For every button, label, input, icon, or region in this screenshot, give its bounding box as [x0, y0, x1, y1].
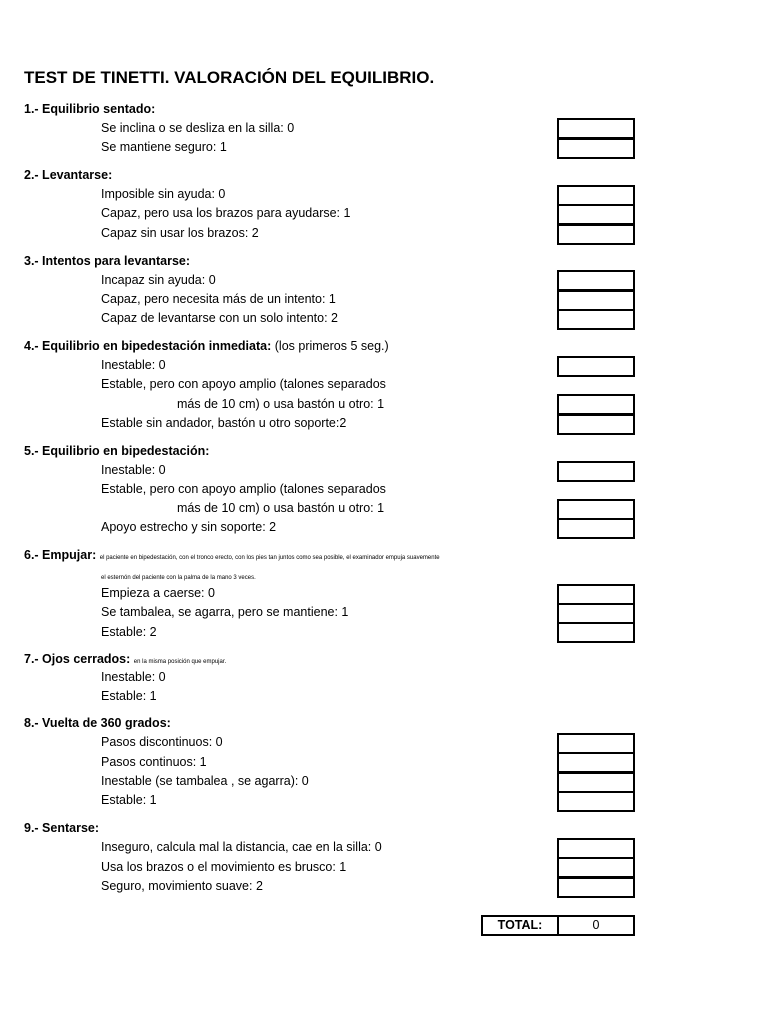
option-text: Capaz de levantarse con un solo intento: 2 — [101, 311, 338, 325]
option-text: Usa los brazos o el movimiento es brusco: 1 — [101, 860, 347, 874]
section-heading: 7.- Ojos cerrados: en la misma posición que empujar. — [24, 652, 227, 666]
option-text: Inseguro, calcula mal la distancia, cae en la silla: 0 — [101, 840, 382, 854]
score-box[interactable] — [557, 118, 635, 139]
option-text: Inestable (se tambalea , se agarra): 0 — [101, 774, 309, 788]
score-box[interactable] — [557, 857, 635, 878]
option-text: Inestable: 0 — [101, 358, 166, 372]
section-subnote: el esternón del paciente con la palma de la mano 3 veces. — [101, 575, 256, 581]
option-text: Empieza a caerse: 0 — [101, 586, 215, 600]
option-text: Inestable: 0 — [101, 670, 166, 684]
section-heading: 2.- Levantarse: — [24, 168, 113, 182]
section-note: (los primeros 5 seg.) — [274, 339, 389, 353]
option-text: Pasos continuos: 1 — [101, 755, 207, 769]
score-box[interactable] — [557, 309, 635, 330]
option-text: Se inclina o se desliza en la silla: 0 — [101, 121, 295, 135]
option-text: Se mantiene seguro: 1 — [101, 140, 227, 154]
score-box[interactable] — [557, 752, 635, 773]
score-box[interactable] — [557, 270, 635, 291]
option-text: Inestable: 0 — [101, 463, 166, 477]
score-box[interactable] — [557, 772, 635, 793]
option-text: Estable: 2 — [101, 625, 157, 639]
option-text: Estable, pero con apoyo amplio (talones separados — [101, 482, 386, 496]
option-text: Estable: 1 — [101, 793, 157, 807]
option-text: Capaz, pero necesita más de un intento: 1 — [101, 292, 336, 306]
option-text: Capaz sin usar los brazos: 2 — [101, 226, 259, 240]
score-box[interactable] — [557, 414, 635, 435]
option-text: Estable sin andador, bastón u otro soporte:2 — [101, 416, 347, 430]
option-text: Incapaz sin ayuda: 0 — [101, 273, 216, 287]
section-heading: 9.- Sentarse: — [24, 821, 100, 835]
option-text: Capaz, pero usa los brazos para ayudarse: 1 — [101, 206, 351, 220]
score-box[interactable] — [557, 290, 635, 311]
option-text: Estable, pero con apoyo amplio (talones separados — [101, 377, 386, 391]
score-box[interactable] — [557, 204, 635, 225]
option-text: Estable: 1 — [101, 689, 157, 703]
score-box[interactable] — [557, 461, 635, 482]
option-text: Apoyo estrecho y sin soporte: 2 — [101, 520, 277, 534]
section-heading: 5.- Equilibrio en bipedestación: — [24, 444, 210, 458]
section-heading: 1.- Equilibrio sentado: — [24, 102, 156, 116]
option-text: más de 10 cm) o usa bastón u otro: 1 — [177, 397, 385, 411]
score-box[interactable] — [557, 603, 635, 624]
section-heading: 3.- Intentos para levantarse: — [24, 254, 191, 268]
section-heading: 8.- Vuelta de 360 grados: — [24, 716, 171, 730]
section-heading: 6.- Empujar: el paciente en bipedestación, con el tronco erecto, con los pies tan juntos como sea posible, el examinador empuja suavemente — [24, 548, 440, 562]
score-box[interactable] — [557, 518, 635, 539]
option-text: Pasos discontinuos: 0 — [101, 735, 223, 749]
score-box[interactable] — [557, 838, 635, 859]
section-note: en la misma posición que empujar. — [133, 659, 227, 665]
score-box[interactable] — [557, 356, 635, 377]
score-box[interactable] — [557, 224, 635, 245]
option-text: Se tambalea, se agarra, pero se mantiene: 1 — [101, 605, 349, 619]
score-box[interactable] — [557, 733, 635, 754]
score-box[interactable] — [557, 138, 635, 159]
page-title: TEST DE TINETTI. VALORACIÓN DEL EQUILIBRIO. — [24, 68, 435, 87]
score-box[interactable] — [557, 791, 635, 812]
score-box[interactable] — [557, 622, 635, 643]
score-box[interactable] — [557, 185, 635, 206]
total-label: TOTAL: — [481, 915, 559, 936]
score-box[interactable] — [557, 584, 635, 605]
option-text: más de 10 cm) o usa bastón u otro: 1 — [177, 501, 385, 515]
section-heading: 4.- Equilibrio en bipedestación inmediata: (los primeros 5 seg.) — [24, 339, 389, 353]
total-value: 0 — [557, 915, 635, 936]
score-box[interactable] — [557, 499, 635, 520]
score-box[interactable] — [557, 394, 635, 415]
score-box[interactable] — [557, 877, 635, 898]
option-text: Seguro, movimiento suave: 2 — [101, 879, 263, 893]
option-text: Imposible sin ayuda: 0 — [101, 187, 226, 201]
section-note: el paciente en bipedestación, con el tronco erecto, con los pies tan juntos como sea posible, el examinador empuja suavemente — [99, 555, 440, 561]
